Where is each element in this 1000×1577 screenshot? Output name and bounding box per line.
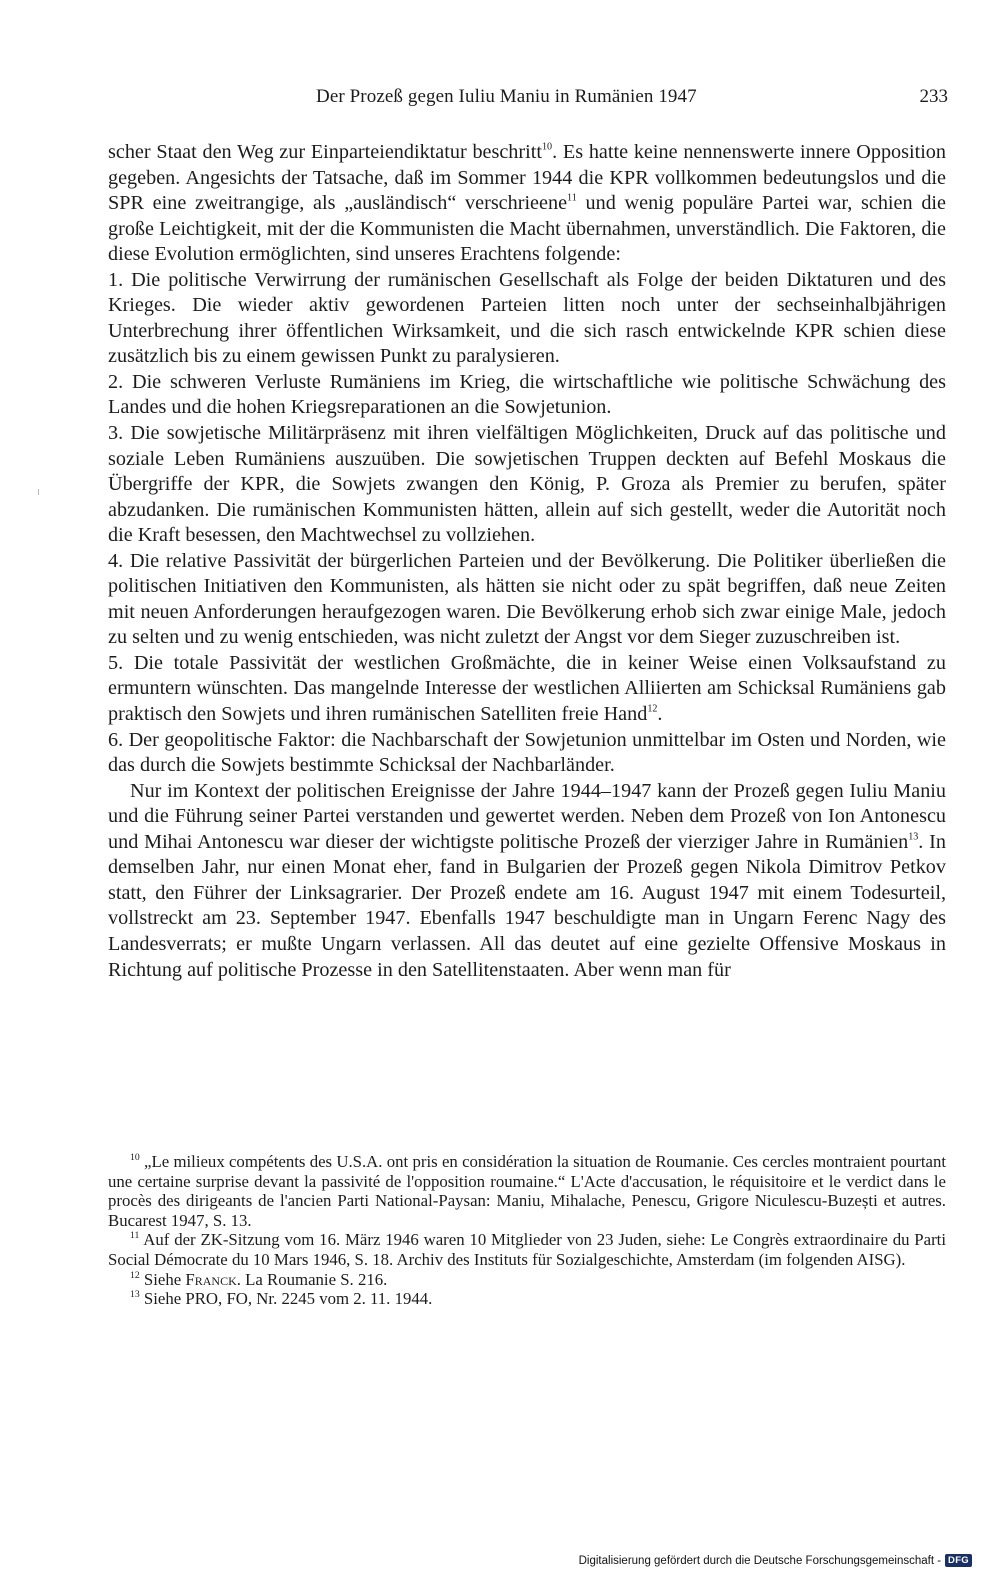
list-item-6: 6. Der geopolitische Faktor: die Nachbarschaft der Sowjetunion unmittelbar im Osten und Norden, wie das durch die Sowjets bestimmte Schicksal der Nachbarländer. — [108, 728, 946, 777]
paragraph-context: Nur im Kontext der politischen Ereignisse der Jahre 1944–1947 kann der Prozeß gegen Iuliu Maniu und die Führung seiner Partei verstanden und gewertet werden. Neben dem Prozeß von Ion Antonescu und Mihai Antonescu war dieser der wichtigste politische Prozeß der vierziger Jahre in Rumänien$^{13}$. In demselben Jahr, nur einen Monat eher, fand in Bulgarien der Prozeß gegen Nikola Dimitrov Petkov statt, den Führer der Linksagrarier. Der Prozeß endete am 16. August 1947 mit einem Todesurteil, vollstreckt am 23. September 1947. Ebenfalls 1947 beschuldigte man in Ungarn Ferenc Nagy des Landesverrats; er mußte Ungarn verlassen. All das deutet auf eine gezielte Offensive Moskaus in Richtung auf politische Prozesse in den Satellitenstaaten. Aber wenn man für — [108, 779, 946, 981]
footnote-mark: 10 — [130, 1152, 140, 1164]
running-head — [108, 86, 948, 116]
footnote-ref-13: 13 — [908, 831, 919, 843]
footnote-12: $^{12}$ Siehe Franck. La Roumanie S. 216. — [130, 1269, 388, 1289]
footnote-ref-10: 10 — [541, 141, 553, 153]
footnote-mark: 13 — [130, 1289, 140, 1301]
footnote-13: $^{13}$ Siehe PRO, FO, Nr. 2245 vom 2. 11. 1944. — [130, 1289, 433, 1309]
list-item-1: 1. Die politische Verwirrung der rumänischen Gesellschaft als Folge der beiden Diktaturen und des Krieges. Die wieder aktiv gewordenen Parteien litten noch unter der sechseinhalbjährigen Unterbrechung ihrer öffentlichen Wirksamkeit, und die sich rasch entwickelnde KPR schien diese zusätzlich bis zu einem gewissen Punkt zu paralysieren. — [108, 268, 946, 368]
running-title: Der Prozeß gegen Iuliu Maniu in Rumänien 1947 — [316, 86, 697, 107]
footnote-10: $^{10}$ „Le milieux compétents des U.S.A. ont pris en considération la situation de Roumanie. Ces cercles montraient pourtant une certaine surprise devant la passivité de l'opposition roumaine.“ L'Acte d'accusation, le réquisitoire et le verdict dans le procès des dirigeants de l'ancien Parti National-Paysan: Maniu, Mihalache, Penescu, Grigore Niculescu-Buzești et autres. Bucarest 1947, S. 13. — [108, 1152, 946, 1230]
dfg-logo: DFG — [945, 1554, 972, 1567]
digitization-credit — [579, 1554, 972, 1567]
author-name: Franck — [185, 1269, 237, 1289]
list-item-5: 5. Die totale Passivität der westlichen Großmächte, die in keiner Weise einen Volksaufstand zu ermuntern wünschten. Das mangelnde Interesse der westlichen Alliierten am Schicksal Rumäniens gab praktisch den Sowjets und ihren rumänischen Satelliten freie Hand$^{12}$. — [108, 651, 946, 726]
body-text — [108, 140, 946, 983]
list-item-3: 3. Die sowjetische Militärpräsenz mit ihren vielfältigen Möglichkeiten, Druck auf das politische und soziale Leben Rumäniens auszuüben. Die sowjetischen Truppen deckten auf Befehl Moskaus die Übergriffe der KPR, die Sowjets zwangen den König, P. Groza als Premier zu berufen, später abzudanken. Die rumänischen Kommunisten hätten, allein auf sich gestellt, weder die Autorität noch die Kraft besessen, den Machtwechsel zu vollziehen. — [108, 422, 946, 547]
margin-mark — [38, 489, 39, 495]
footnote-ref-11: 11 — [567, 192, 577, 204]
footnotes — [108, 1152, 946, 1309]
list-item-4: 4. Die relative Passivität der bürgerlichen Parteien und der Bevölkerung. Die Politiker überließen die politischen Initiativen den Kommunisten, als hätten sie nicht oder zu spät begriffen, daß neue Zeiten mit neuen Anforderungen heraufgezogen waren. Die Bevölkerung erhob sich zwar einige Male, jedoch zu selten und zu wenig entschieden, was nicht zuletzt der Angst vor dem Sieger zuzuschreiben ist. — [108, 549, 946, 649]
paragraph-intro: scher Staat den Weg zur Einparteiendiktatur beschritt$^{10}$. Es hatte keine nennenswerte innere Opposition gegeben. Angesichts der Tatsache, daß im Sommer 1944 die KPR vollkommen bedeutungslos und die SPR eine zweitrangige, als „ausländisch“ verschrieene$^{11}$ und wenig populäre Partei war, schien die große Leichtigkeit, mit der die Kommunisten die Macht übernahmen, unverständlich. Die Faktoren, die diese Evolution ermöglichten, sind unseres Erachtens folgende: — [108, 141, 946, 266]
footnote-mark: 12 — [130, 1269, 140, 1281]
list-item-2: 2. Die schweren Verluste Rumäniens im Krieg, die wirtschaftliche wie politische Schwächung des Landes und die hohen Kriegsreparationen an die Sowjetunion. — [108, 370, 946, 419]
footnote-11: $^{11}$ Auf der ZK-Sitzung vom 16. März 1946 waren 10 Mitglieder von 23 Juden, siehe: Le Congrès extraordinaire du Parti Social Démocrate du 10 Mars 1946, S. 18. Archiv des Instituts für Sozialgeschichte, Amsterdam (im folgenden AISG). — [108, 1230, 946, 1269]
page-number: 233 — [919, 86, 948, 107]
credit-text: Digitalisierung gefördert durch die Deutsche Forschungsgemeinschaft - — [578, 1554, 942, 1567]
footnote-mark: 11 — [130, 1230, 140, 1242]
footnote-ref-12: 12 — [647, 703, 658, 715]
